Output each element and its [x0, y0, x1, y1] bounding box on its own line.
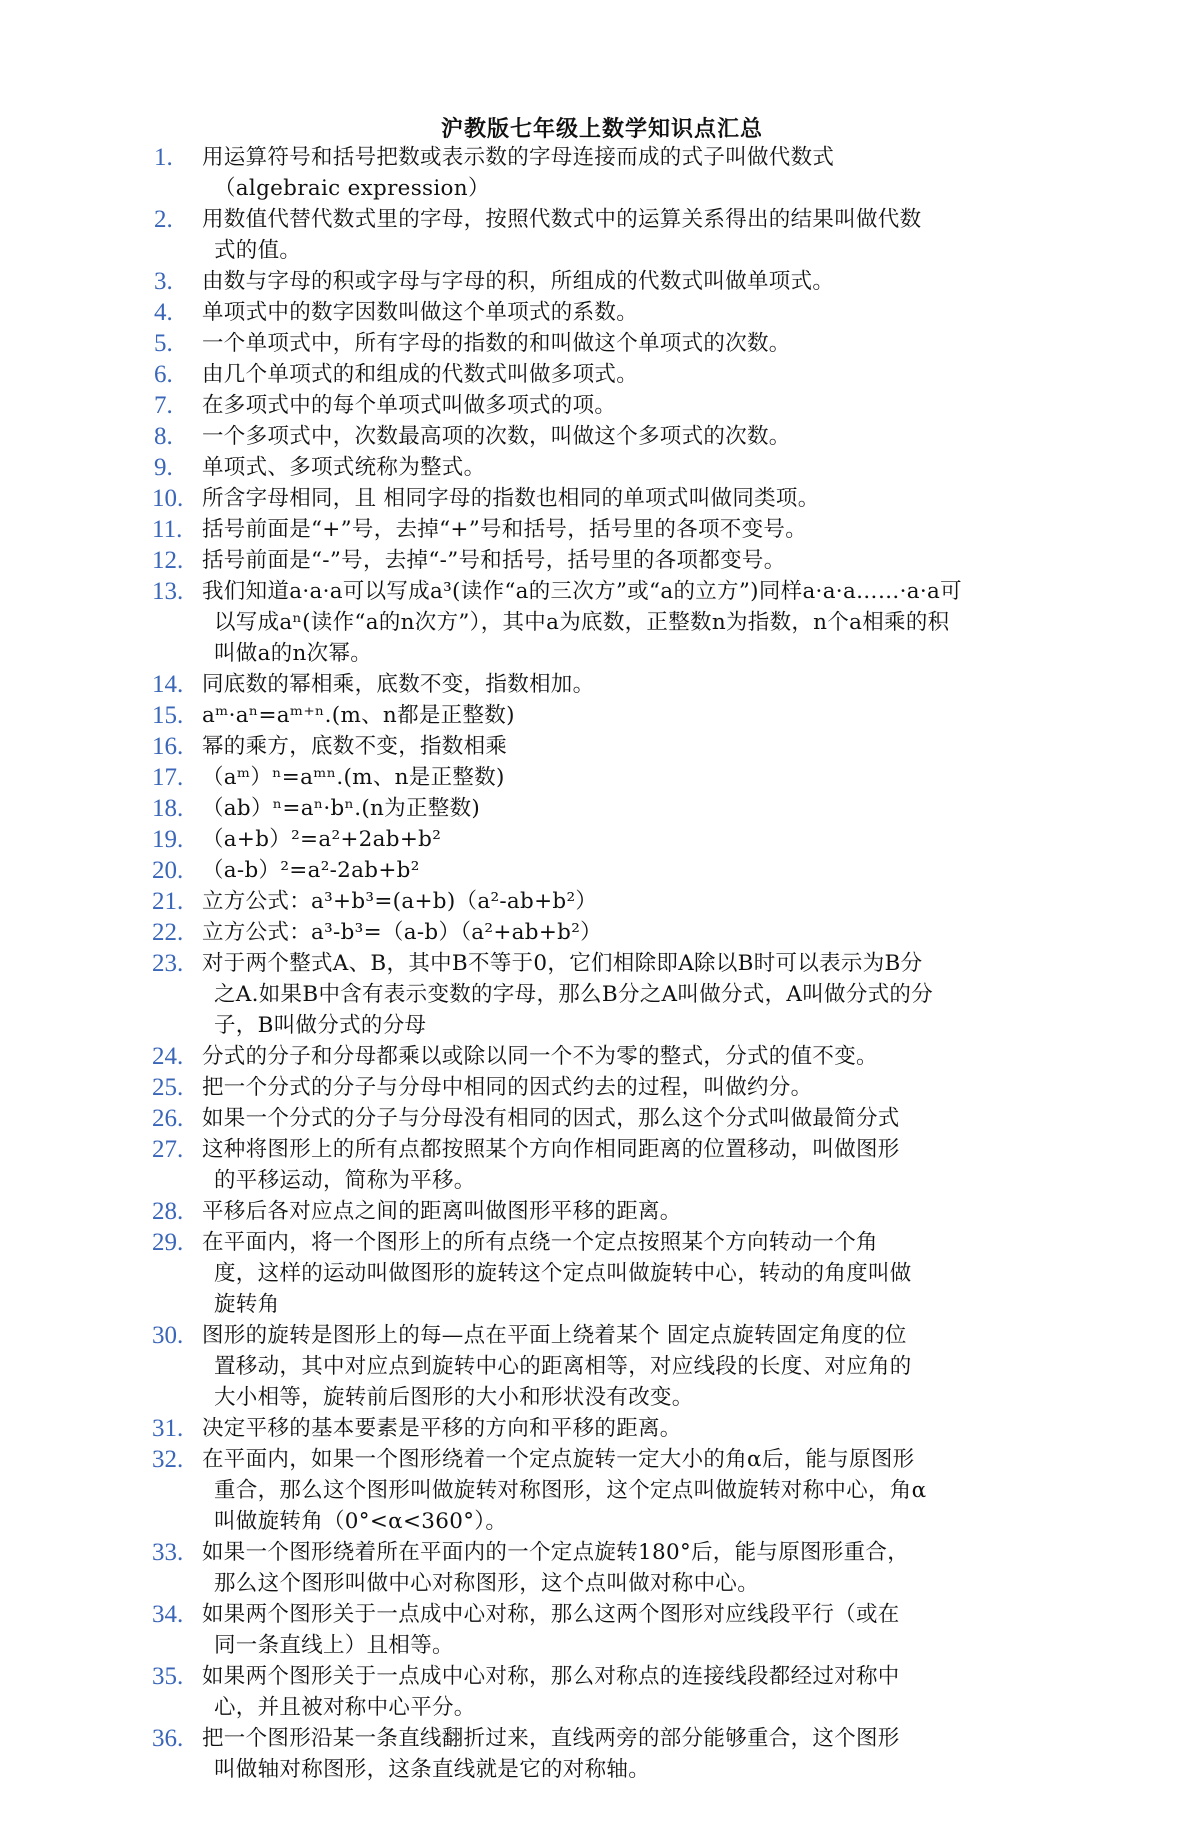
item-line: 叫做轴对称图形，这条直线就是它的对称轴。	[214, 1757, 651, 1782]
list-item	[0, 762, 1002, 793]
item-line: （a+b）²=a²+2ab+b²	[202, 827, 442, 852]
item-number: 31.	[152, 1415, 184, 1442]
item-number: 6.	[154, 361, 173, 388]
list-item	[0, 545, 1002, 576]
item-text	[202, 1072, 1002, 1103]
page-title: 沪教版七年级上数学知识点汇总	[440, 116, 763, 142]
item-text	[202, 1599, 1002, 1661]
item-text	[202, 1227, 1002, 1320]
item-line: 立方公式：a³+b³=(a+b)（a²-ab+b²）	[202, 889, 598, 914]
item-number: 15.	[152, 702, 184, 729]
item-number: 36.	[152, 1725, 184, 1752]
list-item	[0, 452, 1002, 483]
item-number: 1.	[154, 144, 173, 171]
item-text	[202, 390, 1002, 421]
item-number: 28.	[152, 1198, 184, 1225]
list-item	[0, 1537, 1002, 1599]
item-line: 如果一个分式的分子与分母没有相同的因式，那么这个分式叫做最简分式	[202, 1106, 900, 1131]
list-item	[0, 266, 1002, 297]
list-item	[0, 948, 1002, 1041]
item-line: 决定平移的基本要素是平移的方向和平移的距离。	[202, 1416, 682, 1441]
item-number: 32.	[152, 1446, 184, 1473]
item-text	[202, 266, 1002, 297]
item-text	[202, 1320, 1002, 1413]
item-text	[202, 1444, 1002, 1537]
item-line: 如果两个图形关于一点成中心对称，那么对称点的连接线段都经过对称中	[202, 1664, 900, 1689]
item-line: 之A.如果B中含有表示变数的字母，那么B分之A叫做分式，A叫做分式的分	[214, 982, 934, 1007]
item-number: 2.	[154, 206, 173, 233]
item-number: 17.	[152, 764, 184, 791]
item-number: 21.	[152, 888, 184, 915]
item-text	[202, 1196, 1002, 1227]
item-number: 34.	[152, 1601, 184, 1628]
item-text	[202, 762, 1002, 793]
item-line: 分式的分子和分母都乘以或除以同一个不为零的整式，分式的值不变。	[202, 1044, 878, 1069]
item-text	[202, 514, 1002, 545]
item-line: 把一个图形沿某一条直线翻折过来，直线两旁的部分能够重合，这个图形	[202, 1726, 900, 1751]
item-line: 重合，那么这个图形叫做旋转对称图形，这个定点叫做旋转对称中心，角α	[214, 1478, 927, 1503]
item-line: 单项式中的数字因数叫做这个单项式的系数。	[202, 300, 639, 325]
item-text	[202, 1103, 1002, 1134]
list-item	[0, 855, 1002, 886]
item-line: 同一条直线上）且相等。	[214, 1633, 454, 1658]
item-line: 这种将图形上的所有点都按照某个方向作相同距离的位置移动，叫做图形	[202, 1137, 900, 1162]
item-number: 25.	[152, 1074, 184, 1101]
knowledge-point-list	[0, 142, 1204, 1785]
item-text	[202, 855, 1002, 886]
item-text	[202, 1134, 1002, 1196]
item-text	[202, 948, 1002, 1041]
list-item	[0, 1072, 1002, 1103]
item-line: （aᵐ）ⁿ=aᵐⁿ.(m、n是正整数)	[202, 765, 505, 790]
list-item	[0, 1599, 1002, 1661]
list-item	[0, 917, 1002, 948]
item-text	[202, 824, 1002, 855]
list-item	[0, 669, 1002, 700]
item-line: 对于两个整式A、B，其中B不等于0，它们相除即A除以B时可以表示为B分	[202, 951, 923, 976]
list-item	[0, 1413, 1002, 1444]
item-number: 27.	[152, 1136, 184, 1163]
list-item	[0, 1134, 1002, 1196]
item-line: （ab）ⁿ=aⁿ·bⁿ.(n为正整数)	[202, 796, 481, 821]
list-item	[0, 824, 1002, 855]
item-number: 13.	[152, 578, 184, 605]
list-item	[0, 1444, 1002, 1537]
item-number: 12.	[152, 547, 184, 574]
item-line: 旋转角	[214, 1292, 280, 1317]
item-number: 10.	[152, 485, 184, 512]
item-text	[202, 204, 1002, 266]
item-number: 11.	[152, 516, 183, 543]
item-line: 式的值。	[214, 238, 302, 263]
list-item	[0, 1196, 1002, 1227]
item-text	[202, 1413, 1002, 1444]
item-number: 23.	[152, 950, 184, 977]
item-line: 一个单项式中，所有字母的指数的和叫做这个单项式的次数。	[202, 331, 791, 356]
list-item	[0, 142, 1002, 204]
item-number: 4.	[154, 299, 173, 326]
item-line: 幂的乘方，底数不变，指数相乘	[202, 734, 508, 759]
list-item	[0, 204, 1002, 266]
item-line: 由数与字母的积或字母与字母的积，所组成的代数式叫做单项式。	[202, 269, 835, 294]
item-number: 22.	[152, 919, 184, 946]
item-number: 26.	[152, 1105, 184, 1132]
item-number: 30.	[152, 1322, 184, 1349]
item-number: 18.	[152, 795, 184, 822]
list-item	[0, 514, 1002, 545]
item-number: 29.	[152, 1229, 184, 1256]
item-line: 立方公式：a³-b³=（a-b）（a²+ab+b²）	[202, 920, 602, 945]
item-line: 用运算符号和括号把数或表示数的字母连接而成的式子叫做代数式	[202, 145, 835, 170]
item-line: 的平移运动，简称为平移。	[214, 1168, 476, 1193]
item-number: 35.	[152, 1663, 184, 1690]
item-line: 在多项式中的每个单项式叫做多项式的项。	[202, 393, 617, 418]
item-number: 9.	[154, 454, 173, 481]
item-text	[202, 731, 1002, 762]
list-item	[0, 1661, 1002, 1723]
item-text	[202, 1723, 1002, 1785]
list-item	[0, 390, 1002, 421]
item-text	[202, 421, 1002, 452]
item-text	[202, 452, 1002, 483]
item-number: 24.	[152, 1043, 184, 1070]
item-text	[202, 1537, 1002, 1599]
list-item	[0, 793, 1002, 824]
item-line: 置移动，其中对应点到旋转中心的距离相等，对应线段的长度、对应角的	[214, 1354, 912, 1379]
item-line: 那么这个图形叫做中心对称图形，这个点叫做对称中心。	[214, 1571, 760, 1596]
item-line: 把一个分式的分子与分母中相同的因式约去的过程，叫做约分。	[202, 1075, 813, 1100]
item-line: 心，并且被对称中心平分。	[214, 1695, 476, 1720]
item-text	[202, 483, 1002, 514]
item-line: 如果两个图形关于一点成中心对称，那么这两个图形对应线段平行（或在	[202, 1602, 900, 1627]
item-text	[202, 1041, 1002, 1072]
item-line: 图形的旋转是图形上的每—点在平面上绕着某个 固定点旋转固定角度的位	[202, 1323, 907, 1348]
item-line: 由几个单项式的和组成的代数式叫做多项式。	[202, 362, 639, 387]
item-line: （algebraic expression）	[214, 176, 490, 201]
item-line: 在平面内，将一个图形上的所有点绕一个定点按照某个方向转动一个角	[202, 1230, 878, 1255]
item-line: 如果一个图形绕着所在平面内的一个定点旋转180°后，能与原图形重合，	[202, 1540, 909, 1565]
item-line: 平移后各对应点之间的距离叫做图形平移的距离。	[202, 1199, 682, 1224]
item-number: 8.	[154, 423, 173, 450]
item-line: 叫做a的n次幂。	[214, 641, 373, 666]
item-line: 括号前面是“-”号，去掉“-”号和括号，括号里的各项都变号。	[202, 548, 786, 573]
item-line: （a-b）²=a²-2ab+b²	[202, 858, 420, 883]
item-line: 度，这样的运动叫做图形的旋转这个定点叫做旋转中心，转动的角度叫做	[214, 1261, 912, 1286]
list-item	[0, 328, 1002, 359]
list-item	[0, 359, 1002, 390]
item-line: aᵐ·aⁿ=aᵐ⁺ⁿ.(m、n都是正整数)	[202, 703, 515, 728]
item-number: 14.	[152, 671, 184, 698]
item-text	[202, 669, 1002, 700]
item-line: 大小相等，旋转前后图形的大小和形状没有改变。	[214, 1385, 694, 1410]
item-text	[202, 886, 1002, 917]
item-number: 5.	[154, 330, 173, 357]
item-text	[202, 793, 1002, 824]
list-item	[0, 1227, 1002, 1320]
item-line: 子，B叫做分式的分母	[214, 1013, 427, 1038]
list-item	[0, 421, 1002, 452]
list-item	[0, 483, 1002, 514]
item-line: 用数值代替代数式里的字母，按照代数式中的运算关系得出的结果叫做代数	[202, 207, 922, 232]
list-item	[0, 731, 1002, 762]
list-item	[0, 1723, 1002, 1785]
item-line: 同底数的幂相乘，底数不变，指数相加。	[202, 672, 595, 697]
item-number: 33.	[152, 1539, 184, 1566]
list-item	[0, 1041, 1002, 1072]
item-line: 在平面内，如果一个图形绕着一个定点旋转一定大小的角α后，能与原图形	[202, 1447, 915, 1472]
item-number: 7.	[154, 392, 173, 419]
list-item	[0, 700, 1002, 731]
item-line: 单项式、多项式统称为整式。	[202, 455, 486, 480]
item-line: 叫做旋转角（0°<α<360°）。	[214, 1509, 508, 1534]
item-text	[202, 576, 1002, 669]
item-line: 括号前面是“+”号，去掉“+”号和括号，括号里的各项不变号。	[202, 517, 807, 542]
item-line: 我们知道a·a·a可以写成a³(读作“a的三次方”或“a的立方”)同样a·a·a……·a·a可	[202, 579, 962, 604]
item-line: 以写成aⁿ(读作“a的n次方”），其中a为底数，正整数n为指数，n个a相乘的积	[214, 610, 950, 635]
list-item	[0, 576, 1002, 669]
item-text	[202, 297, 1002, 328]
item-text	[202, 1661, 1002, 1723]
item-number: 20.	[152, 857, 184, 884]
list-item	[0, 297, 1002, 328]
list-item	[0, 1320, 1002, 1413]
item-text	[202, 142, 1002, 204]
item-line: 一个多项式中，次数最高项的次数，叫做这个多项式的次数。	[202, 424, 791, 449]
list-item	[0, 886, 1002, 917]
list-item	[0, 1103, 1002, 1134]
item-number: 3.	[154, 268, 173, 295]
item-text	[202, 700, 1002, 731]
item-number: 19.	[152, 826, 184, 853]
item-number: 16.	[152, 733, 184, 760]
item-text	[202, 917, 1002, 948]
item-text	[202, 328, 1002, 359]
item-text	[202, 359, 1002, 390]
item-line: 所含字母相同，且 相同字母的指数也相同的单项式叫做同类项。	[202, 486, 820, 511]
item-text	[202, 545, 1002, 576]
